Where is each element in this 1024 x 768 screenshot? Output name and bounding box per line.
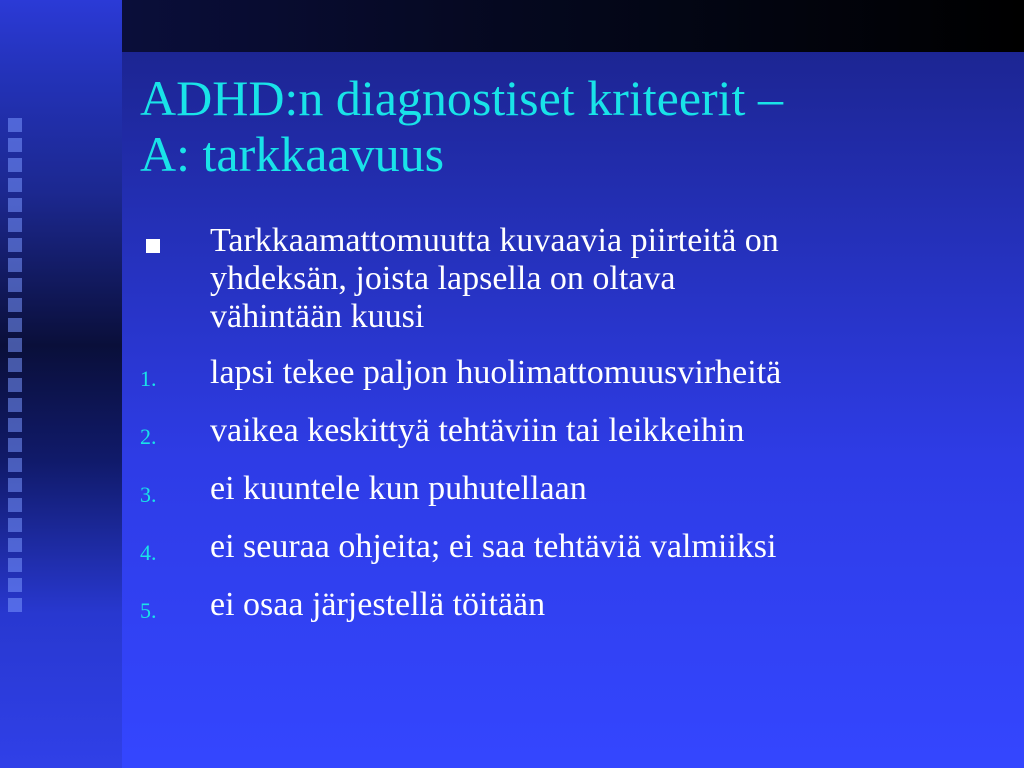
left-decorative-band: [0, 0, 122, 768]
list-number: 4.: [140, 540, 157, 565]
numbered-item-3: [140, 470, 1010, 528]
list-number: 5.: [140, 598, 157, 623]
list-item-text: vaikea keskittyä tehtäviin tai leikkeihin: [210, 412, 745, 449]
numbered-item-5: [140, 586, 1010, 644]
list-number: 1.: [140, 366, 157, 391]
list-item-text: lapsi tekee paljon huolimattomuusvirheitä: [210, 354, 782, 391]
slide-title-line2: A: tarkkaavuus: [140, 126, 445, 182]
numbered-item-1: [140, 354, 1010, 412]
slide-title: [140, 70, 1000, 182]
top-bar: [122, 0, 1024, 52]
bullet-line-2: yhdeksän, joista lapsella on oltava: [210, 260, 676, 297]
bullet-item: [140, 222, 1010, 336]
decorative-square: [8, 218, 22, 232]
decorative-square: [8, 178, 22, 192]
bullet-line-3: vähintään kuusi: [210, 298, 425, 335]
slide-title-line1: ADHD:n diagnostiset kriteerit –: [140, 70, 783, 126]
numbered-item-2: [140, 412, 1010, 470]
decorative-square: [8, 538, 22, 552]
decorative-square: [8, 438, 22, 452]
decorative-square: [8, 478, 22, 492]
bullet-line-1: Tarkkaamattomuutta kuvaavia piirteitä on: [210, 222, 779, 259]
decorative-square: [8, 358, 22, 372]
slide-content: [140, 222, 1010, 644]
decorative-square: [8, 578, 22, 592]
numbered-item-4: [140, 528, 1010, 586]
decorative-square: [8, 258, 22, 272]
decorative-square: [8, 518, 22, 532]
decorative-square: [8, 118, 22, 132]
list-number: 3.: [140, 482, 157, 507]
bullet-square-icon: [146, 239, 160, 253]
decorative-square: [8, 498, 22, 512]
decorative-square: [8, 338, 22, 352]
decorative-square: [8, 158, 22, 172]
decorative-square: [8, 198, 22, 212]
decorative-square: [8, 318, 22, 332]
decorative-square: [8, 238, 22, 252]
decorative-square: [8, 278, 22, 292]
list-item-text: ei kuuntele kun puhutellaan: [210, 470, 587, 507]
decorative-square: [8, 298, 22, 312]
decorative-square: [8, 138, 22, 152]
list-item-text: ei osaa järjestellä töitään: [210, 586, 546, 623]
decorative-squares: [8, 118, 30, 618]
list-item-text: ei seuraa ohjeita; ei saa tehtäviä valmiiksi: [210, 528, 777, 565]
decorative-square: [8, 558, 22, 572]
decorative-square: [8, 418, 22, 432]
decorative-square: [8, 398, 22, 412]
decorative-square: [8, 598, 22, 612]
decorative-square: [8, 458, 22, 472]
list-number: 2.: [140, 424, 157, 449]
decorative-square: [8, 378, 22, 392]
